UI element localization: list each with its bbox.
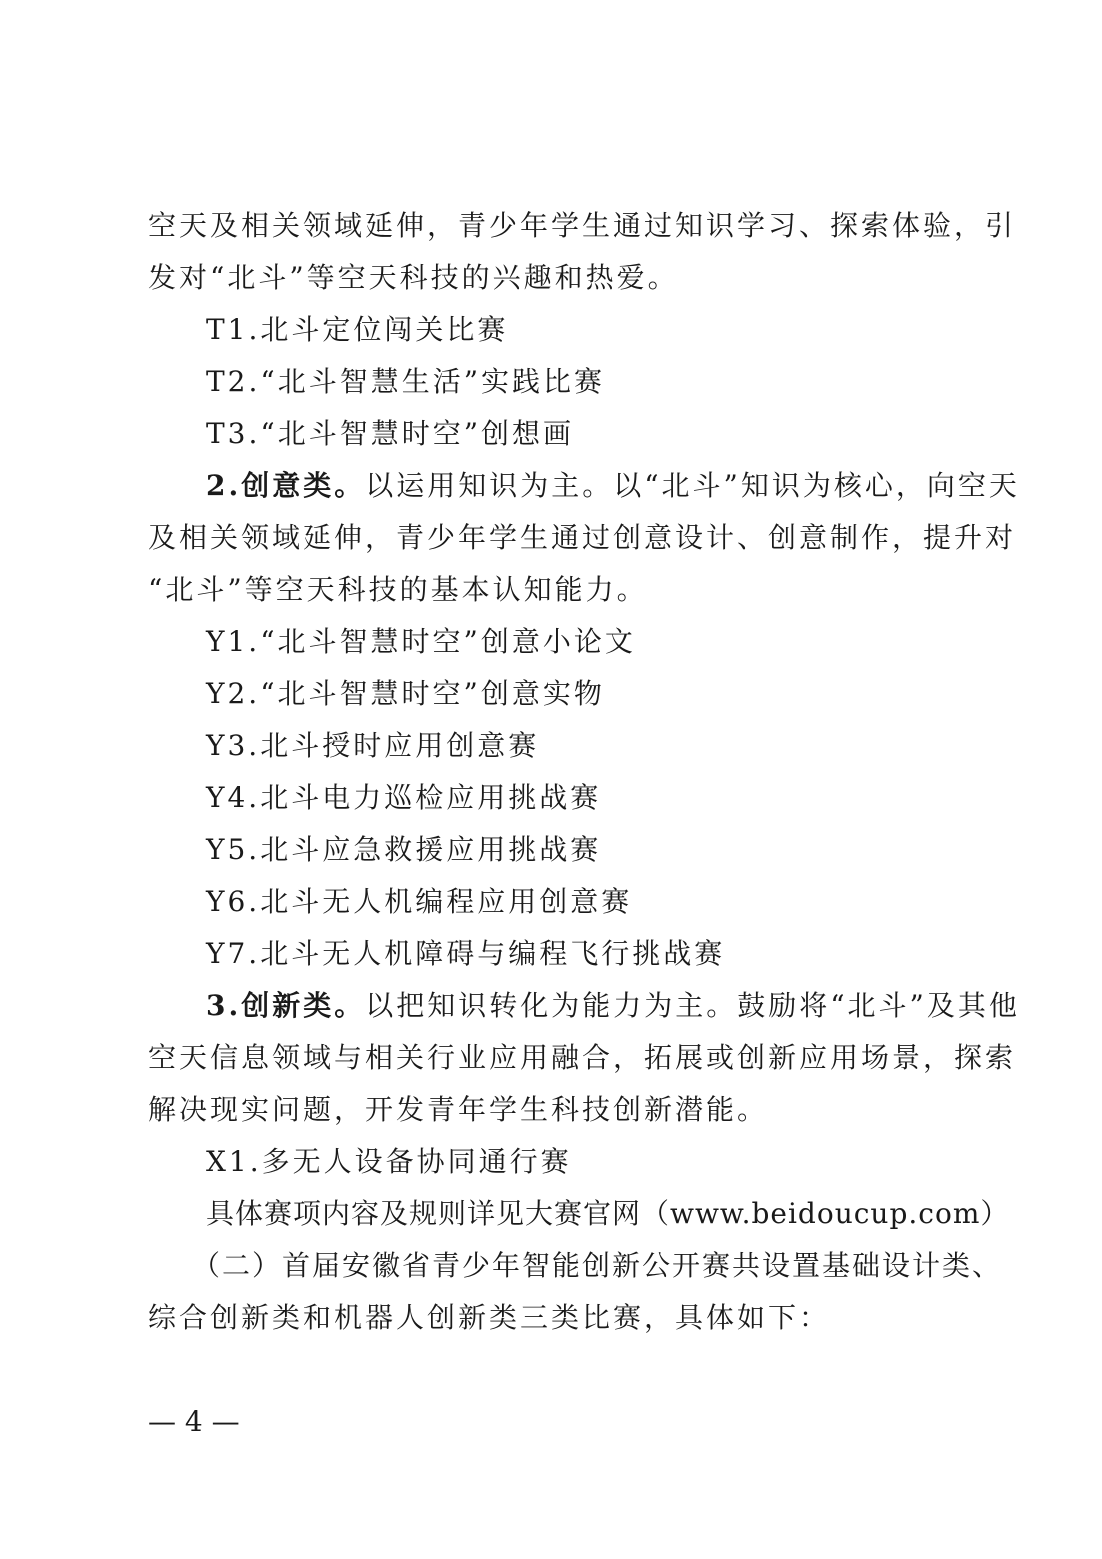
list-item-y2: Y2.“北斗智慧时空”创意实物 xyxy=(206,677,605,710)
section-heading-creative xyxy=(206,460,1020,512)
paragraph-line: 发对“北斗”等空天科技的兴趣和热爱。 xyxy=(148,261,679,294)
list-item-y5: Y5.北斗应急救援应用挑战赛 xyxy=(206,833,602,866)
list-item-y1: Y1.“北斗智慧时空”创意小论文 xyxy=(206,625,636,658)
list-item-y3: Y3.北斗授时应用创意赛 xyxy=(206,729,540,762)
section-heading-innovation xyxy=(206,980,1020,1032)
paragraph-line: “北斗”等空天科技的基本认知能力。 xyxy=(148,573,648,606)
section-label: 2.创意类。 xyxy=(206,469,366,502)
list-item-x1: X1.多无人设备协同通行赛 xyxy=(206,1145,572,1178)
section-text: 以把知识转化为能力为主。鼓励将“北斗”及其他 xyxy=(365,989,1020,1022)
website-note: 具体赛项内容及规则详见大赛官网（www.beidoucup.com） xyxy=(206,1197,1010,1230)
list-item-y7: Y7.北斗无人机障碍与编程飞行挑战赛 xyxy=(206,937,726,970)
section-heading-two: （二）首届安徽省青少年智能创新公开赛共设置基础设计类、 xyxy=(192,1249,1003,1282)
section-label: 3.创新类。 xyxy=(206,989,366,1022)
list-item-y4: Y4.北斗电力巡检应用挑战赛 xyxy=(206,781,602,814)
paragraph-line: 及相关领域延伸，青少年学生通过创意设计、创意制作，提升对 xyxy=(148,521,1017,554)
list-item-t2: T2.“北斗智慧生活”实践比赛 xyxy=(206,365,606,398)
section-text: 以运用知识为主。以“北斗”知识为核心，向空天 xyxy=(365,469,1020,502)
list-item-t1: T1.北斗定位闯关比赛 xyxy=(206,313,509,346)
paragraph-line: 空天信息领域与相关行业应用融合，拓展或创新应用场景，探索 xyxy=(148,1041,1017,1074)
paragraph-line: 综合创新类和机器人创新类三类比赛，具体如下： xyxy=(148,1301,831,1334)
list-item-t3: T3.“北斗智慧时空”创想画 xyxy=(206,417,575,450)
paragraph-line: 空天及相关领域延伸，青少年学生通过知识学习、探索体验，引 xyxy=(148,209,1017,242)
list-item-y6: Y6.北斗无人机编程应用创意赛 xyxy=(206,885,633,918)
page-number: — 4 — xyxy=(148,1405,240,1438)
paragraph-line: 解决现实问题，开发青年学生科技创新潜能。 xyxy=(148,1093,769,1126)
